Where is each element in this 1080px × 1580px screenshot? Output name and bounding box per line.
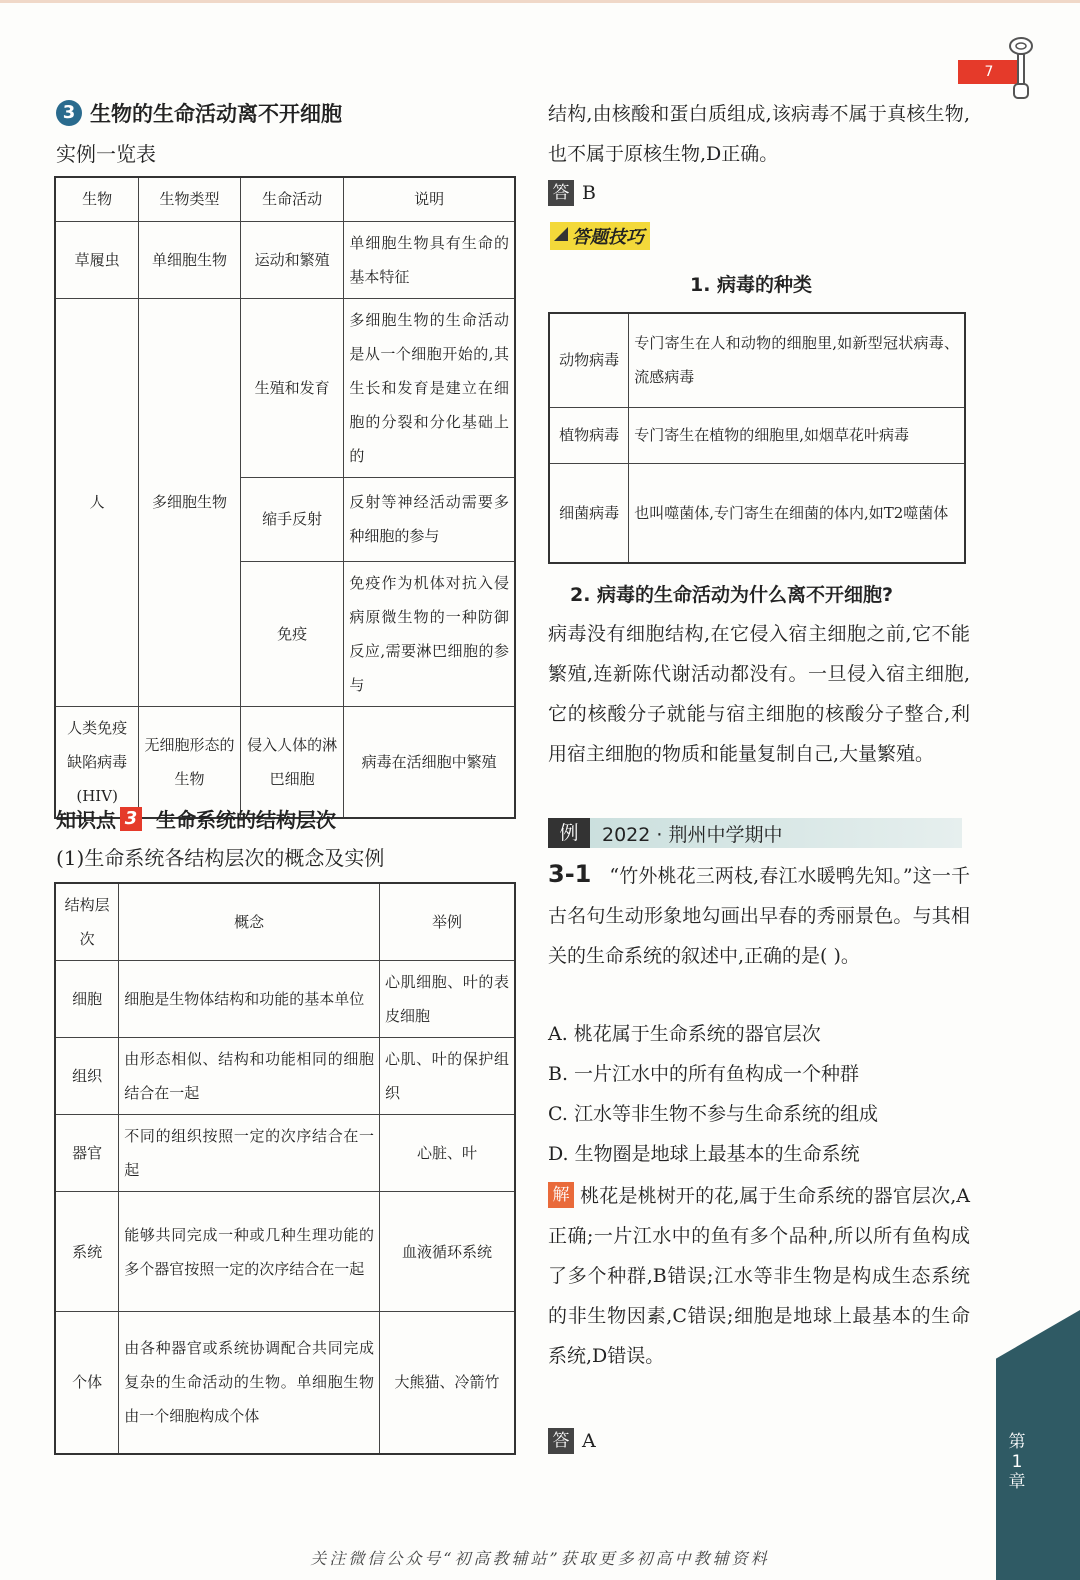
answer-row (548, 180, 596, 206)
virus-table (548, 312, 966, 564)
examples-table (54, 176, 516, 819)
table-header: 生物类型 (139, 177, 241, 221)
table-cell: 专门寄生在植物的细胞里,如烟草花叶病毒 (629, 407, 965, 463)
table-cell: 心肌、叶的保护组织 (380, 1038, 515, 1115)
example-bar (548, 818, 962, 848)
table-cell: 无细胞形态的生物 (139, 706, 241, 818)
table-cell: 器官 (55, 1115, 119, 1192)
continued-text: 结构,由核酸和蛋白质组成,该病毒不属于真核生物,也不属于原核生物,D正确。 (548, 103, 970, 165)
table-cell: 血液循环系统 (380, 1192, 515, 1312)
table-cell: 细菌病毒 (549, 463, 629, 563)
table-cell: 生殖和发育 (240, 298, 344, 477)
table-cell: 系统 (55, 1192, 119, 1312)
page-number: 7 (958, 60, 1020, 84)
table-cell: 大熊猫、冷箭竹 (380, 1312, 515, 1454)
example-tag: 例 (548, 818, 590, 848)
kp-number-badge: 3 (120, 807, 142, 831)
table-cell: 反射等神经活动需要多种细胞的参与 (344, 477, 515, 561)
answer-row-2 (548, 1428, 596, 1454)
table-cell: 由各种器官或系统协调配合共同完成复杂的生命活动的生物。单细胞生物由一个细胞构成个体 (119, 1312, 380, 1454)
footer-watermark: 关注微信公众号“初高教辅站”获取更多初高中教辅资料 (310, 1549, 770, 1568)
table-cell: 多细胞生物的生命活动是从一个细胞开始的,其生长和发育是建立在细胞的分裂和分化基础上的 (344, 298, 515, 477)
explanation-text: 桃花是桃树开的花,属于生命系统的器官层次,A正确;一片江水中的鱼有多个品种,所以所有鱼构成了多个种群,B错误;江水等非生物是构成生态系统的非生物因素,C错误;细胞是地球上最基本的生命系统,D错误。 (548, 1185, 970, 1367)
table-cell: 细胞是生物体结构和功能的基本单位 (119, 961, 380, 1038)
table-cell: 心脏、叶 (380, 1115, 515, 1192)
table-cell: 动物病毒 (549, 313, 629, 407)
table-caption: 实例一览表 (56, 142, 156, 166)
table-cell: 不同的组织按照一定的次序结合在一起 (119, 1115, 380, 1192)
section-title: 生物的生命活动离不开细胞 (90, 102, 342, 126)
table-cell: 细胞 (55, 961, 119, 1038)
answer-value: A (582, 1430, 596, 1452)
table-cell: 也叫噬菌体,专门寄生在细菌的体内,如T2噬菌体 (629, 463, 965, 563)
table-cell: 心肌细胞、叶的表皮细胞 (380, 961, 515, 1038)
option-c: C. 江水等非生物不参与生命系统的组成 (548, 1103, 878, 1125)
question-text: “竹外桃花三两枝,春江水暖鸭先知。”这一千古名句生动形象地勾画出早春的秀丽景色。与其相关的生命系统的叙述中,正确的是( )。 (548, 865, 970, 967)
table-cell: 由形态相似、结构和功能相同的细胞结合在一起 (119, 1038, 380, 1115)
table-cell: 专门寄生在人和动物的细胞里,如新型冠状病毒、流感病毒 (629, 313, 965, 407)
table-cell: 免疫 (240, 561, 344, 706)
table-cell: 免疫作为机体对抗入侵病原微生物的一种防御反应,需要淋巴细胞的参与 (344, 561, 515, 706)
table-cell: 草履虫 (55, 221, 139, 298)
table-cell: 单细胞生物 (139, 221, 241, 298)
kp-label: 知识点 (56, 808, 116, 832)
question-number: 3-1 (548, 860, 592, 888)
table-cell: 侵入人体的淋巴细胞 (240, 706, 344, 818)
table-cell: 多细胞生物 (139, 298, 241, 706)
top-edge-line (0, 0, 1080, 3)
tip-tag: 答题技巧 (550, 222, 650, 250)
table-header: 生物 (55, 177, 139, 221)
table-header: 概念 (119, 883, 380, 961)
option-d: D. 生物圈是地球上最基本的生命系统 (548, 1143, 860, 1165)
table-cell: 缩手反射 (240, 477, 344, 561)
kp-subtitle: (1)生命系统各结构层次的概念及实例 (56, 846, 385, 870)
table-header: 生命活动 (240, 177, 344, 221)
section-number-badge: 3 (56, 100, 82, 126)
table-header: 说明 (344, 177, 515, 221)
pushpin-icon (1006, 36, 1036, 102)
explanation-tag: 解 (548, 1182, 574, 1208)
answer-label: 答 (548, 1428, 574, 1454)
answer-label: 答 (548, 180, 574, 206)
section-heading (56, 98, 342, 128)
table-cell: 植物病毒 (549, 407, 629, 463)
chapter-label: 第1章 (1008, 1432, 1026, 1492)
table-cell: 组织 (55, 1038, 119, 1115)
table-header: 结构层次 (55, 883, 119, 961)
table-header: 举例 (380, 883, 515, 961)
virus-types-title: 1. 病毒的种类 (690, 274, 813, 296)
question-block (548, 854, 970, 976)
answer-value: B (582, 182, 596, 204)
table-cell: 病毒在活细胞中繁殖 (344, 706, 515, 818)
option-b: B. 一片江水中的所有鱼构成一个种群 (548, 1063, 860, 1085)
table-cell: 人类免疫缺陷病毒(HIV) (55, 706, 139, 818)
virus-cell-title: 2. 病毒的生命活动为什么离不开细胞? (570, 584, 894, 606)
table-cell: 运动和繁殖 (240, 221, 344, 298)
table-cell: 个体 (55, 1312, 119, 1454)
option-a: A. 桃花属于生命系统的器官层次 (548, 1023, 821, 1045)
table-cell: 单细胞生物具有生命的基本特征 (344, 221, 515, 298)
table-cell: 能够共同完成一种或几种生理功能的多个器官按照一定的次序结合在一起 (119, 1192, 380, 1312)
options-list (548, 1014, 970, 1174)
explanation-block (548, 1176, 970, 1376)
virus-cell-body: 病毒没有细胞结构,在它侵入宿主细胞之前,它不能繁殖,连新陈代谢活动都没有。一旦侵入宿主细胞,它的核酸分子就能与宿主细胞的核酸分子整合,利用宿主细胞的物质和能量复制自己,大量繁殖。 (548, 623, 970, 765)
levels-table (54, 882, 516, 1455)
example-source: 2022 · 荆州中学期中 (602, 823, 783, 846)
knowledge-point-heading (56, 804, 336, 833)
kp-title: 生命系统的结构层次 (156, 808, 336, 832)
table-cell: 人 (55, 298, 139, 706)
